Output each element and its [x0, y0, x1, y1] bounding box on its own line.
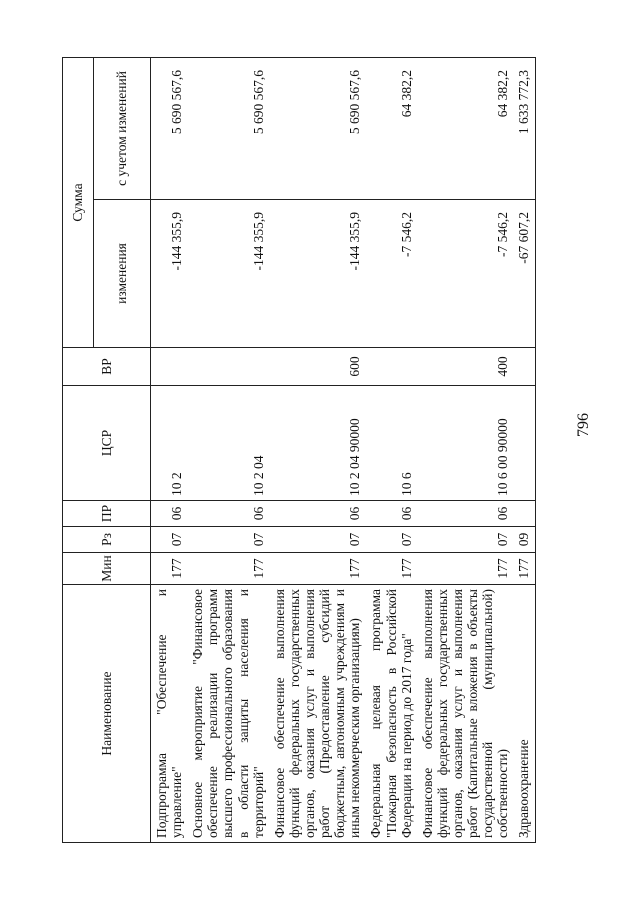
row-vr	[151, 348, 188, 386]
row-total: 5 690 567,6	[187, 57, 269, 199]
row-rz: 09	[513, 527, 535, 553]
table-row	[365, 57, 416, 842]
row-change: -67 607,2	[513, 200, 535, 348]
row-csr: 10 2 04 90000	[269, 386, 366, 501]
header-name: Наименование	[63, 585, 151, 843]
row-total: 64 382,2	[417, 57, 514, 199]
row-vr: 600	[269, 348, 366, 386]
row-rz: 07	[417, 527, 514, 553]
row-vr: 400	[417, 348, 514, 386]
row-rz: 07	[269, 527, 366, 553]
table-row	[269, 57, 366, 842]
table-row	[417, 57, 514, 842]
row-total: 5 690 567,6	[269, 57, 366, 199]
row-csr: 10 2	[151, 386, 188, 501]
row-pr: 06	[365, 501, 416, 527]
header-pr: ПР	[63, 501, 151, 527]
header-csr: ЦСР	[63, 386, 151, 501]
row-name: Здравоохранение	[513, 585, 535, 843]
row-change: -144 355,9	[269, 200, 366, 348]
row-csr: 10 6	[365, 386, 416, 501]
table-row	[151, 57, 188, 842]
header-rz: Рз	[63, 527, 151, 553]
row-pr	[513, 501, 535, 527]
row-min: 177	[269, 553, 366, 585]
header-change: изменения	[94, 200, 151, 348]
row-min: 177	[513, 553, 535, 585]
row-rz: 07	[187, 527, 269, 553]
row-vr	[187, 348, 269, 386]
row-name: Финансовое обеспечение выполнения функций федеральных государственных органов, оказания услуг и выполнения работ (Капитальные вложения в объекты государственной (муниципальной) собственности)	[417, 585, 514, 843]
row-vr	[365, 348, 416, 386]
budget-table-page	[62, 58, 572, 843]
row-vr	[513, 348, 535, 386]
page-number: 796	[575, 413, 592, 437]
row-min: 177	[365, 553, 416, 585]
row-name: Основное мероприятие "Финансовое обеспечение реализации программ высшего профессионального образования в области защиты населения и территорий"	[187, 585, 269, 843]
row-name: Подпрограмма "Обеспечение и управление"	[151, 585, 188, 843]
row-total: 64 382,2	[365, 57, 416, 199]
row-pr: 06	[269, 501, 366, 527]
header-min: Мин	[63, 553, 151, 585]
table-row	[187, 57, 269, 842]
row-pr: 06	[417, 501, 514, 527]
row-pr: 06	[151, 501, 188, 527]
row-min: 177	[417, 553, 514, 585]
row-csr	[513, 386, 535, 501]
row-change: -7 546,2	[365, 200, 416, 348]
row-change: -144 355,9	[151, 200, 188, 348]
row-csr: 10 6 00 90000	[417, 386, 514, 501]
row-min: 177	[151, 553, 188, 585]
row-name: Финансовое обеспечение выполнения функций федеральных государственных органов, оказания услуг и выполнения работ (Предоставление субсидий бюджетным, автономным учреждениям и иным некоммерческим организациям)	[269, 585, 366, 843]
header-sum: Сумма	[63, 57, 94, 347]
row-rz: 07	[365, 527, 416, 553]
row-pr: 06	[187, 501, 269, 527]
row-csr: 10 2 04	[187, 386, 269, 501]
row-min: 177	[187, 553, 269, 585]
budget-table	[62, 57, 536, 843]
header-with-change: с учетом изменений	[94, 57, 151, 199]
row-total: 5 690 567,6	[151, 57, 188, 199]
table-row	[513, 57, 535, 842]
row-name: Федеральная целевая программа "Пожарная безопасность в Российской Федерации на период до 2017 года"	[365, 585, 416, 843]
row-change: -7 546,2	[417, 200, 514, 348]
header-vr: ВР	[63, 348, 151, 386]
row-total: 1 633 772,3	[513, 57, 535, 199]
row-change: -144 355,9	[187, 200, 269, 348]
row-rz: 07	[151, 527, 188, 553]
